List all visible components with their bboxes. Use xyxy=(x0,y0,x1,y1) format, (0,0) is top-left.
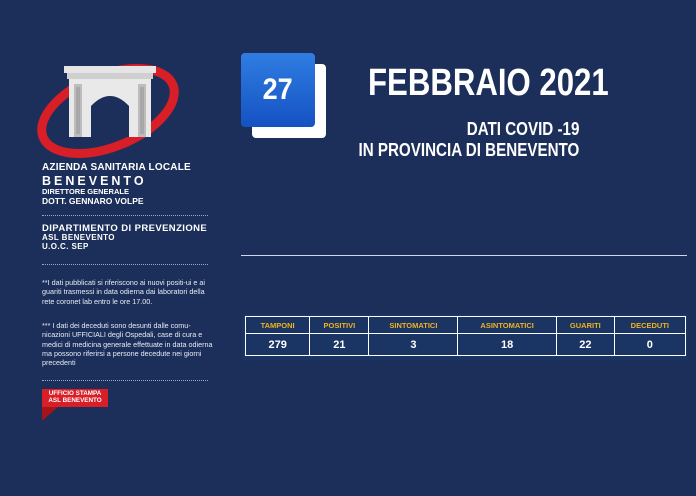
divider xyxy=(42,264,208,265)
director-title: DIRETTORE GENERALE xyxy=(42,186,129,196)
header-tamponi: TAMPONI xyxy=(245,316,310,334)
subtitle-line1: DATI COVID -19 xyxy=(466,118,579,139)
department-block xyxy=(42,224,207,252)
header-asintomatici: ASINTOMATICI xyxy=(458,316,557,334)
page-title: FEBBRAIO 2021 xyxy=(368,62,609,104)
organization-block xyxy=(42,162,191,206)
asl-logo xyxy=(36,58,181,158)
header-guariti: GUARITI xyxy=(557,316,615,334)
press-office-badge xyxy=(42,389,108,407)
value-positivi: 21 xyxy=(310,334,369,356)
note-deaths: *** I dati dei deceduti sono desunti dalle comu-nicazioni UFFICIALI degli Ospedali, case di cura e medici di medicina generale effettuate in data odierna ma possono riferirsi a persone decedute nei giorni precedenti xyxy=(42,321,213,368)
press-office-line2: ASL BENEVENTO xyxy=(48,396,102,404)
badge-ribbon-tail xyxy=(42,407,58,421)
value-sintomatici: 3 xyxy=(369,334,458,356)
department-line1: ASL BENEVENTO xyxy=(42,233,115,243)
organization-name: BENEVENTO xyxy=(42,173,147,188)
table-row xyxy=(245,334,686,356)
covid-data-table xyxy=(242,314,688,360)
divider xyxy=(42,380,208,381)
header-positivi: POSITIVI xyxy=(310,316,369,334)
value-guariti: 22 xyxy=(557,334,615,356)
divider xyxy=(42,215,208,216)
director-name: DOTT. GENNARO VOLPE xyxy=(42,195,144,206)
header-sintomatici: SINTOMATICI xyxy=(369,316,458,334)
header-deceduti: DECEDUTI xyxy=(615,316,686,334)
department-title: DIPARTIMENTO DI PREVENZIONE xyxy=(42,223,208,234)
department-line2: U.O.C. SEP xyxy=(42,242,89,252)
organization-type: AZIENDA SANITARIA LOCALE xyxy=(42,162,191,173)
table-header-row xyxy=(245,316,686,334)
value-tamponi: 279 xyxy=(245,334,310,356)
value-deceduti: 0 xyxy=(615,334,686,356)
press-office-line1: UFFICIO STAMPA xyxy=(48,390,102,397)
note-positives: **I dati pubblicati si riferiscono ai nuovi positi-ui e ai guariti trasmessi in data odierna dai laboratori della rete coronet lab entro le ore 17.00. xyxy=(42,278,205,306)
date-badge xyxy=(241,53,315,127)
value-asintomatici: 18 xyxy=(458,334,557,356)
subtitle-line2: IN PROVINCIA DI BENEVENTO xyxy=(358,139,579,160)
date-day: 27 xyxy=(262,73,294,106)
header-divider xyxy=(241,255,687,256)
